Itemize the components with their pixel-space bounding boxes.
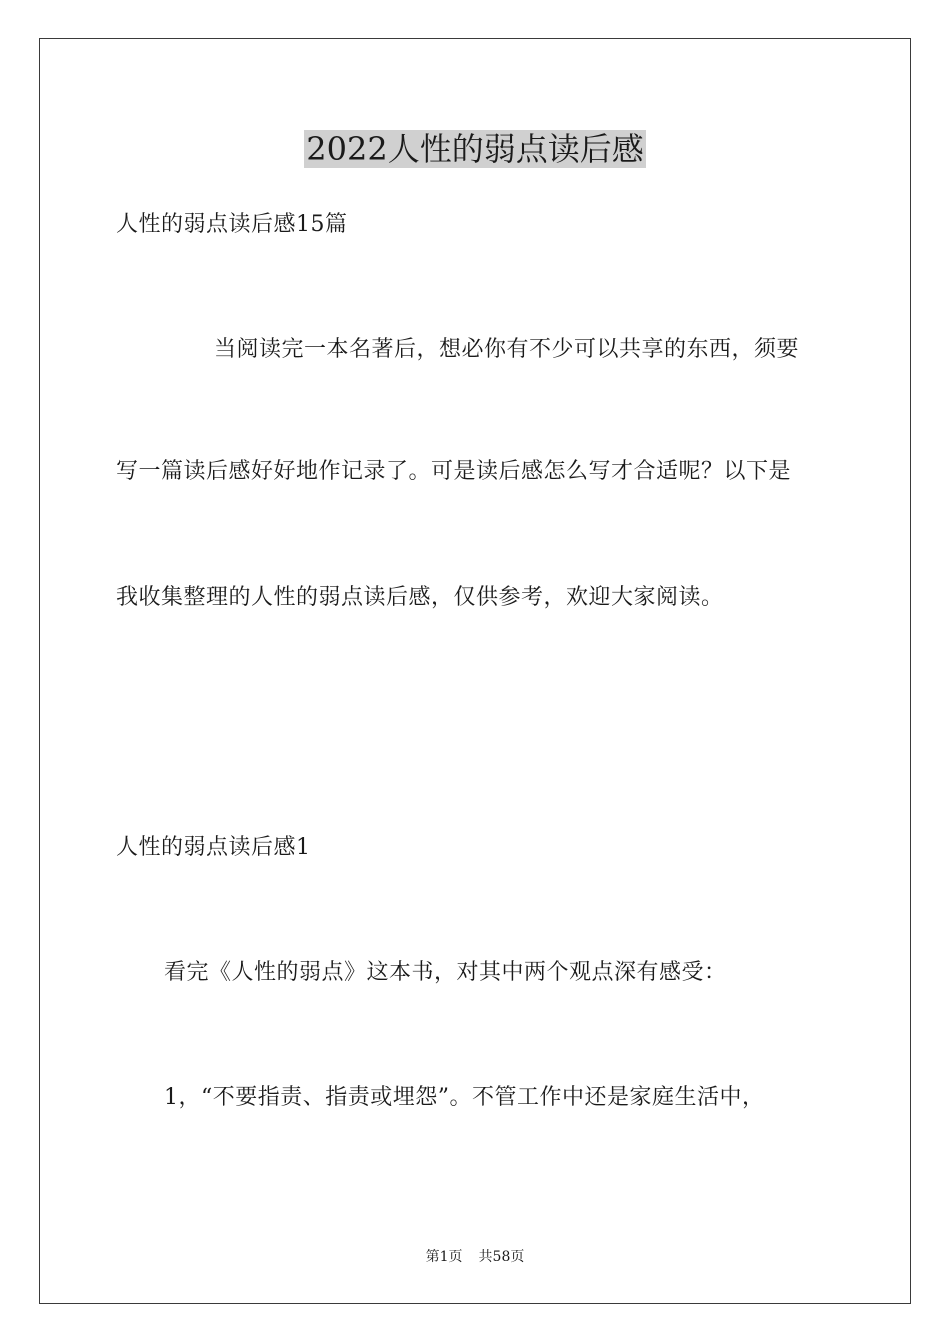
document-subtitle: 人性的弱点读后感15篇: [116, 212, 348, 237]
footer-page-total: 共58页: [478, 1249, 525, 1265]
intro-line-1: 当阅读完一本名著后，想必你有不少可以共享的东西，须要: [214, 337, 800, 362]
intro-line-3: 我收集整理的人性的弱点读后感，仅供参考，欢迎大家阅读。: [116, 585, 724, 610]
page-footer: [0, 1248, 950, 1266]
document-title: [0, 128, 950, 170]
body-line-1: 看完《人性的弱点》这本书，对其中两个观点深有感受：: [164, 960, 727, 985]
footer-page-number: 第1页: [425, 1249, 463, 1265]
intro-line-2: 写一篇读后感好好地作记录了。可是读后感怎么写才合适呢？以下是: [116, 459, 792, 484]
document-title-text: 2022人性的弱点读后感: [306, 130, 644, 168]
body-line-2: 1，“不要指责、指责或埋怨”。不管工作中还是家庭生活中，: [164, 1085, 765, 1110]
section-heading: 人性的弱点读后感1: [116, 835, 311, 860]
